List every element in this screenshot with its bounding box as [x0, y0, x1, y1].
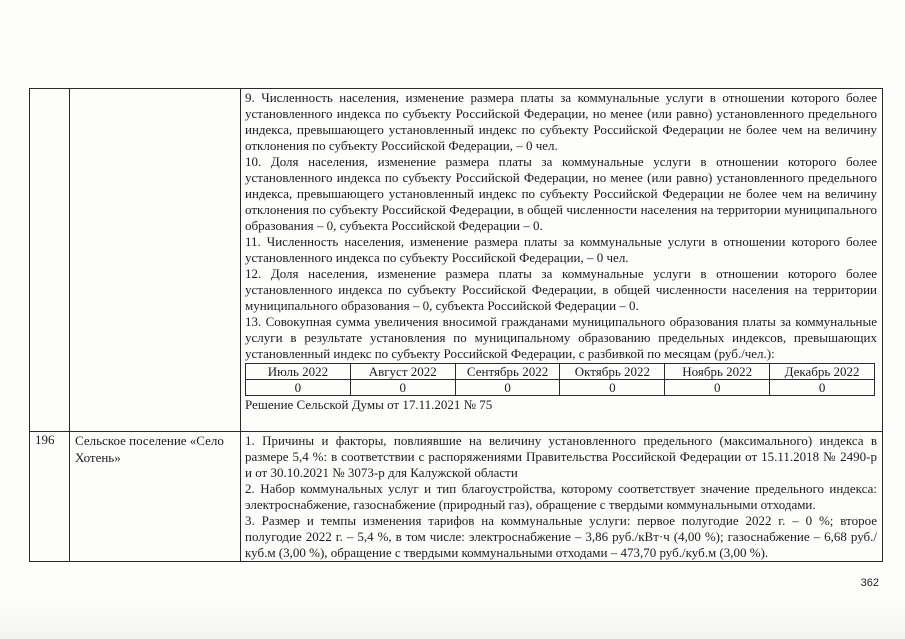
month-header: Октябрь 2022: [560, 364, 665, 380]
paragraph-12: 12. Доля населения, изменение размера платы за коммунальные услуги в отношении которого более установленного индекса по субъекту Российской Федерации, в общей численности населения на территории муниципального образования – 0, субъекта Российской Федерации – 0.: [245, 266, 877, 313]
row-number-cell: [30, 432, 70, 562]
municipality-name: Сельское поселение «Село Хотень»: [75, 433, 224, 465]
paragraph-10: 10. Доля населения, изменение размера платы за коммунальные услуги в отношении которого более установленного индекса по субъекту Российской Федерации, но менее (или равно) установленного предельного индекса, превышающего установленный индекс по субъекту Российской Федерации не более чем на величину отклонения по субъекту Российской Федерации, в общей численности населения на территории муниципального образования – 0, субъекта Российской Федерации – 0.: [245, 154, 877, 233]
month-value: 0: [350, 380, 455, 396]
month-header: Сентябрь 2022: [455, 364, 560, 380]
row-details-cell: [241, 89, 883, 432]
month-value: 0: [560, 380, 665, 396]
row-number-cell: [30, 89, 70, 432]
index-table: [29, 88, 883, 562]
months-header-row: [246, 364, 875, 380]
row-name-cell: [70, 89, 241, 432]
paragraph-13: 13. Совокупная сумма увеличения вносимой гражданами муниципального образования платы за коммунальные услуги в результате установления по муниципальному образованию предельных индексов, превышающих установленный индекс по субъекту Российской Федерации, с разбивкой по месяцам (руб./чел.):: [245, 314, 877, 361]
page-number: 362: [860, 577, 879, 589]
row-details-cell: [241, 432, 883, 562]
month-header: Июль 2022: [246, 364, 351, 380]
month-header: Декабрь 2022: [770, 364, 875, 380]
paragraph-2: 2. Набор коммунальных услуг и тип благоустройства, которому соответствует значение предельного индекса: электроснабжение, газоснабжение (природный газ), обращение с твердыми коммунальными отходами.: [245, 481, 877, 512]
month-header: Август 2022: [350, 364, 455, 380]
monthly-sum-table: [245, 363, 875, 396]
paragraph-1: 1. Причины и факторы, повлиявшие на величину установленного предельного (максимального) индекса в размере 5,4 %: в соответствии с распоряжениями Правительства Российской Федерации от 15.11.2018 № 2490-р и от 30.10.2021 № 3073-р для Калужской области: [245, 433, 877, 480]
paragraph-3: 3. Размер и темпы изменения тарифов на коммунальные услуги: первое полугодие 2022 г. – 0 %; второе полугодие 2022 г. – 5,4 %, в том числе: электроснабжение – 3,86 руб./кВт·ч (4,00 %); газоснабжение – 6,68 руб./куб.м (3,00 %), обращение с твердыми коммунальными отходами – 473,70 руб./куб.м (3,00 %).: [245, 513, 877, 560]
months-values-row: [246, 380, 875, 396]
paragraph-9: 9. Численность населения, изменение размера платы за коммунальные услуги в отношении которого более установленного индекса по субъекту Российской Федерации, но менее (или равно) установленного предельного индекса, превышающего установленный индекс по субъекту Российской Федерации не более чем на величину отклонения по субъекту Российской Федерации, – 0 чел.: [245, 90, 877, 153]
scan-shadow: [0, 599, 905, 639]
paragraph-11: 11. Численность населения, изменение размера платы за коммунальные услуги в отношении которого более установленного индекса по субъекту Российской Федерации, – 0 чел.: [245, 234, 877, 265]
decision-reference: Решение Сельской Думы от 17.11.2021 № 75: [245, 397, 493, 412]
month-value: 0: [665, 380, 770, 396]
month-header: Ноябрь 2022: [665, 364, 770, 380]
table-row: [30, 89, 883, 432]
month-value: 0: [770, 380, 875, 396]
row-name-cell: [70, 432, 241, 562]
month-value: 0: [246, 380, 351, 396]
table-row: [30, 432, 883, 562]
row-number: 196: [35, 432, 55, 447]
month-value: 0: [455, 380, 560, 396]
